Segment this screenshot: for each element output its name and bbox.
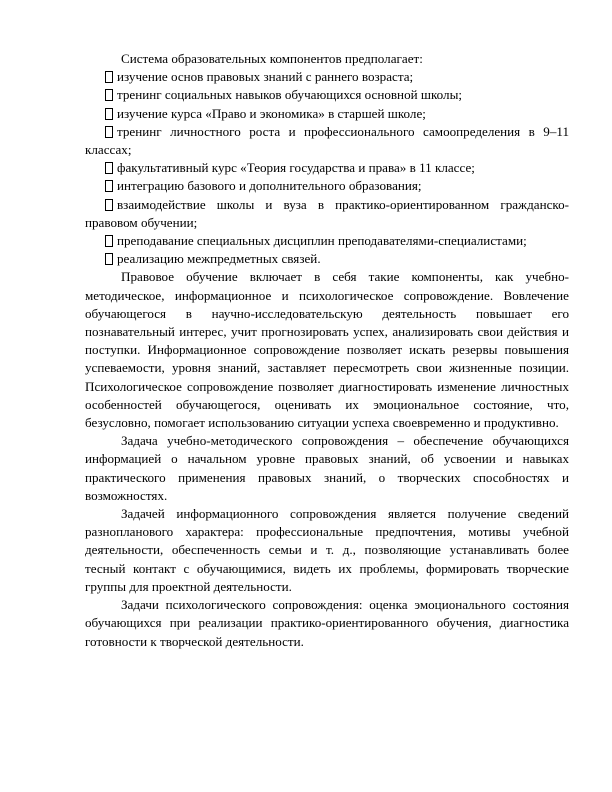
list-item: реализацию межпредметных связей. <box>85 250 569 268</box>
paragraph-information-support: Задачей информационного сопровождения является получение сведений разнопланового характера: профессиональные предпочтения, мотивы учебной деятельности, обеспеченность семьи и т. д., позволяющие устанавливать более тесный контакт с обучающимися, видеть их проблемы, формировать творческие группы для проектной деятельности. <box>85 506 569 594</box>
list-item: взаимодействие школы и вуза в практико-ориентированном гражданско-правовом обучении; <box>85 196 569 230</box>
list-item: тренинг личностного роста и профессионального самоопределения в 9–11 классах; <box>85 123 569 158</box>
square-bullet-icon <box>105 199 113 211</box>
list-item: изучение основ правовых знаний с раннего возраста; <box>85 68 569 86</box>
list-item: тренинг социальных навыков обучающихся основной школы; <box>85 86 569 104</box>
intro-line: Система образовательных компонентов предполагает: <box>121 51 423 66</box>
document-body <box>85 50 569 651</box>
paragraph-methodical-support: Задача учебно-методического сопровождения – обеспечение обучающихся информацией о начальном уровне правовых знаний, об усвоении и навыках практического применения правовых знаний, о творческих способностях и возможностях. <box>85 433 569 503</box>
square-bullet-icon <box>105 235 113 247</box>
list-item: изучение курса «Право и экономика» в старшей школе; <box>85 105 569 123</box>
component-list <box>85 68 569 268</box>
square-bullet-icon <box>105 180 113 192</box>
square-bullet-icon <box>105 108 113 120</box>
paragraph-legal-training: Правовое обучение включает в себя такие компоненты, как учебно-методическое, информационное и психологическое сопровождение. Вовлечение обучающегося в научно-исследовательскую деятельность повышает его познавательный интерес, учит прогнозировать успех, анализировать свои действия и поступки. Информационное сопровождение позволяет искать резервы повышения успеваемости, уровня знаний, заставляет пересмотреть свои жизненные позиции. Психологическое сопровождение позволяет диагностировать изменение личностных особенностей обучающегося, оценивать их эмоциональное состояние, что, безусловно, помогает использованию ситуации успеха своевременно и продуктивно. <box>85 269 569 431</box>
list-item: интеграцию базового и дополнительного образования; <box>85 177 569 195</box>
list-item: факультативный курс «Теория государства и права» в 11 классе; <box>85 159 569 177</box>
list-item: преподавание специальных дисциплин преподавателями-специалистами; <box>85 232 569 250</box>
square-bullet-icon <box>105 126 113 138</box>
square-bullet-icon <box>105 253 113 265</box>
square-bullet-icon <box>105 71 113 83</box>
square-bullet-icon <box>105 162 113 174</box>
square-bullet-icon <box>105 89 113 101</box>
paragraph-psychological-support: Задачи психологического сопровождения: оценка эмоционального состояния обучающихся при реализации практико-ориентированного обучения, диагностика готовности к творческой деятельности. <box>85 597 569 649</box>
